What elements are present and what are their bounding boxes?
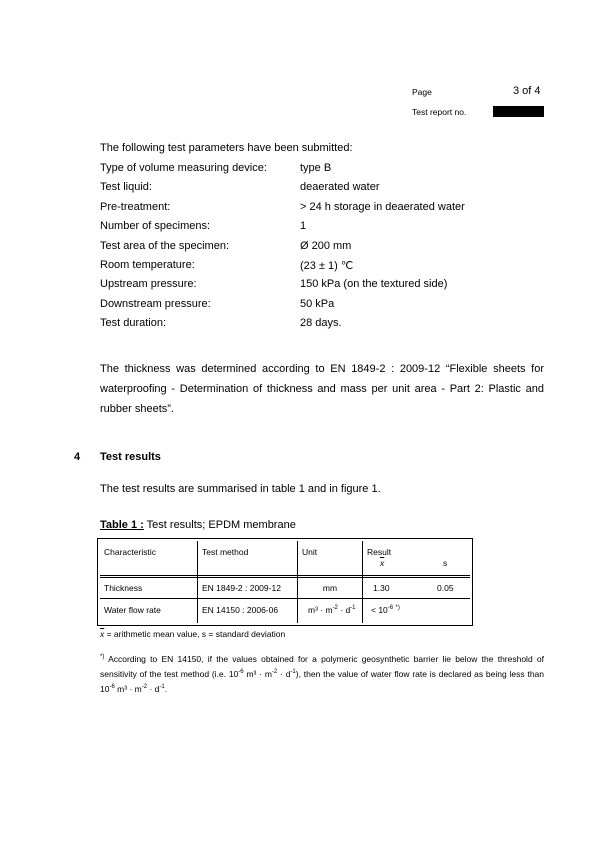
parameter-label: Test area of the specimen:: [100, 239, 230, 252]
thickness-paragraph: The thickness was determined according to EN 1849-2 : 2009-12 “Flexible sheets for waterproofing - Determination of thickness and mass per unit area - Part 2: Plastic and rubber sheets”.: [100, 363, 544, 415]
table-divider: [100, 577, 470, 578]
parameter-label: Type of volume measuring device:: [100, 162, 267, 174]
row-test-method: EN 14150 : 2006-06: [202, 605, 279, 615]
table-divider: [197, 541, 198, 623]
section-number: 4: [74, 451, 81, 463]
table-caption: [100, 519, 296, 531]
parameter-row: [100, 240, 520, 259]
row-test-method: EN 1849-2 : 2009-12: [202, 583, 281, 593]
parameter-row: [100, 220, 520, 239]
parameter-value: 28 days.: [300, 317, 342, 330]
parameter-row: [100, 278, 520, 297]
table-footnote: *) According to EN 14150, if the values obtained for a polymeric geosynthetic barrier lie below the threshold of sensitivity of the test method (i.e. $10^{-6}$ $m^3 \cdot m^{-2} \cdot d^{-1}$), then the value of water flow rate is declared as being less than $10^{-6}$ $m^3 \cdot m^{-2} \cdot d^{-1}$.: [100, 654, 545, 694]
redacted-report-number: [493, 106, 544, 117]
table-divider: [100, 598, 470, 599]
header-mean-symbol: $\overline{x}$: [380, 558, 385, 568]
row-sd: 0.05: [437, 583, 454, 593]
table-caption-label: Table 1 :: [100, 519, 144, 531]
parameter-label: Test duration:: [100, 317, 167, 330]
section-title: Test results: [100, 451, 161, 463]
legend-text: = arithmetic mean value, s = standard deviation: [104, 629, 286, 639]
parameter-label: Room temperature:: [100, 258, 195, 271]
row-characteristic: Water flow rate: [104, 605, 161, 615]
parameter-row: [100, 181, 520, 200]
parameter-label: Test liquid:: [100, 181, 152, 194]
parameter-value: > 24 h storage in deaerated water: [300, 200, 465, 213]
row-mean: 1.30: [373, 583, 390, 593]
parameter-value: type B: [300, 162, 332, 174]
parameter-value: 1: [300, 220, 307, 233]
header-sd-symbol: s: [443, 558, 448, 568]
table-divider: [100, 575, 470, 576]
results-table: [97, 538, 473, 626]
parameter-list: [100, 162, 520, 337]
row-mean: < $10^{-6}$ *): [371, 605, 400, 615]
parameter-row: [100, 298, 520, 317]
parameter-label: Pre-treatment:: [100, 200, 171, 213]
page-label: Page: [412, 87, 432, 97]
parameter-value: 150 kPa (on the textured side): [300, 278, 448, 291]
header-test-method: Test method: [202, 547, 249, 557]
header-result: Result: [367, 547, 392, 557]
parameter-row: [100, 201, 520, 220]
parameter-value: 50 kPa: [300, 297, 335, 310]
parameter-value: (23 ± 1) ℃: [300, 259, 354, 272]
page-number: 3 of 4: [513, 85, 541, 97]
parameter-row: [100, 317, 520, 336]
header-unit: Unit: [302, 547, 318, 557]
parameter-row: [100, 259, 520, 278]
report-number-label: Test report no.: [412, 107, 467, 117]
parameter-label: Number of specimens:: [100, 220, 211, 233]
footnote-marker: *): [100, 654, 105, 661]
row-characteristic: Thickness: [104, 583, 143, 593]
parameter-row: [100, 162, 520, 181]
header-characteristic: Characteristic: [104, 547, 156, 557]
row-unit: $m^3 \cdot m^{-2} \cdot d^{-1}$: [308, 605, 356, 615]
parameters-intro: The following test parameters have been submitted:: [100, 142, 353, 154]
parameter-value: deaerated water: [300, 181, 380, 194]
parameter-label: Upstream pressure:: [100, 278, 197, 291]
legend-mean-symbol: $\overline{x}$: [100, 629, 105, 639]
table-divider: [362, 541, 363, 623]
table-divider: [297, 541, 298, 623]
parameter-value: Ø 200 mm: [300, 239, 352, 252]
table-caption-text: Test results; EPDM membrane: [146, 519, 296, 531]
table-legend: [100, 629, 285, 639]
parameter-label: Downstream pressure:: [100, 297, 211, 310]
row-unit: mm: [322, 583, 338, 593]
results-summary: The test results are summarised in table 1 and in figure 1.: [100, 483, 381, 495]
